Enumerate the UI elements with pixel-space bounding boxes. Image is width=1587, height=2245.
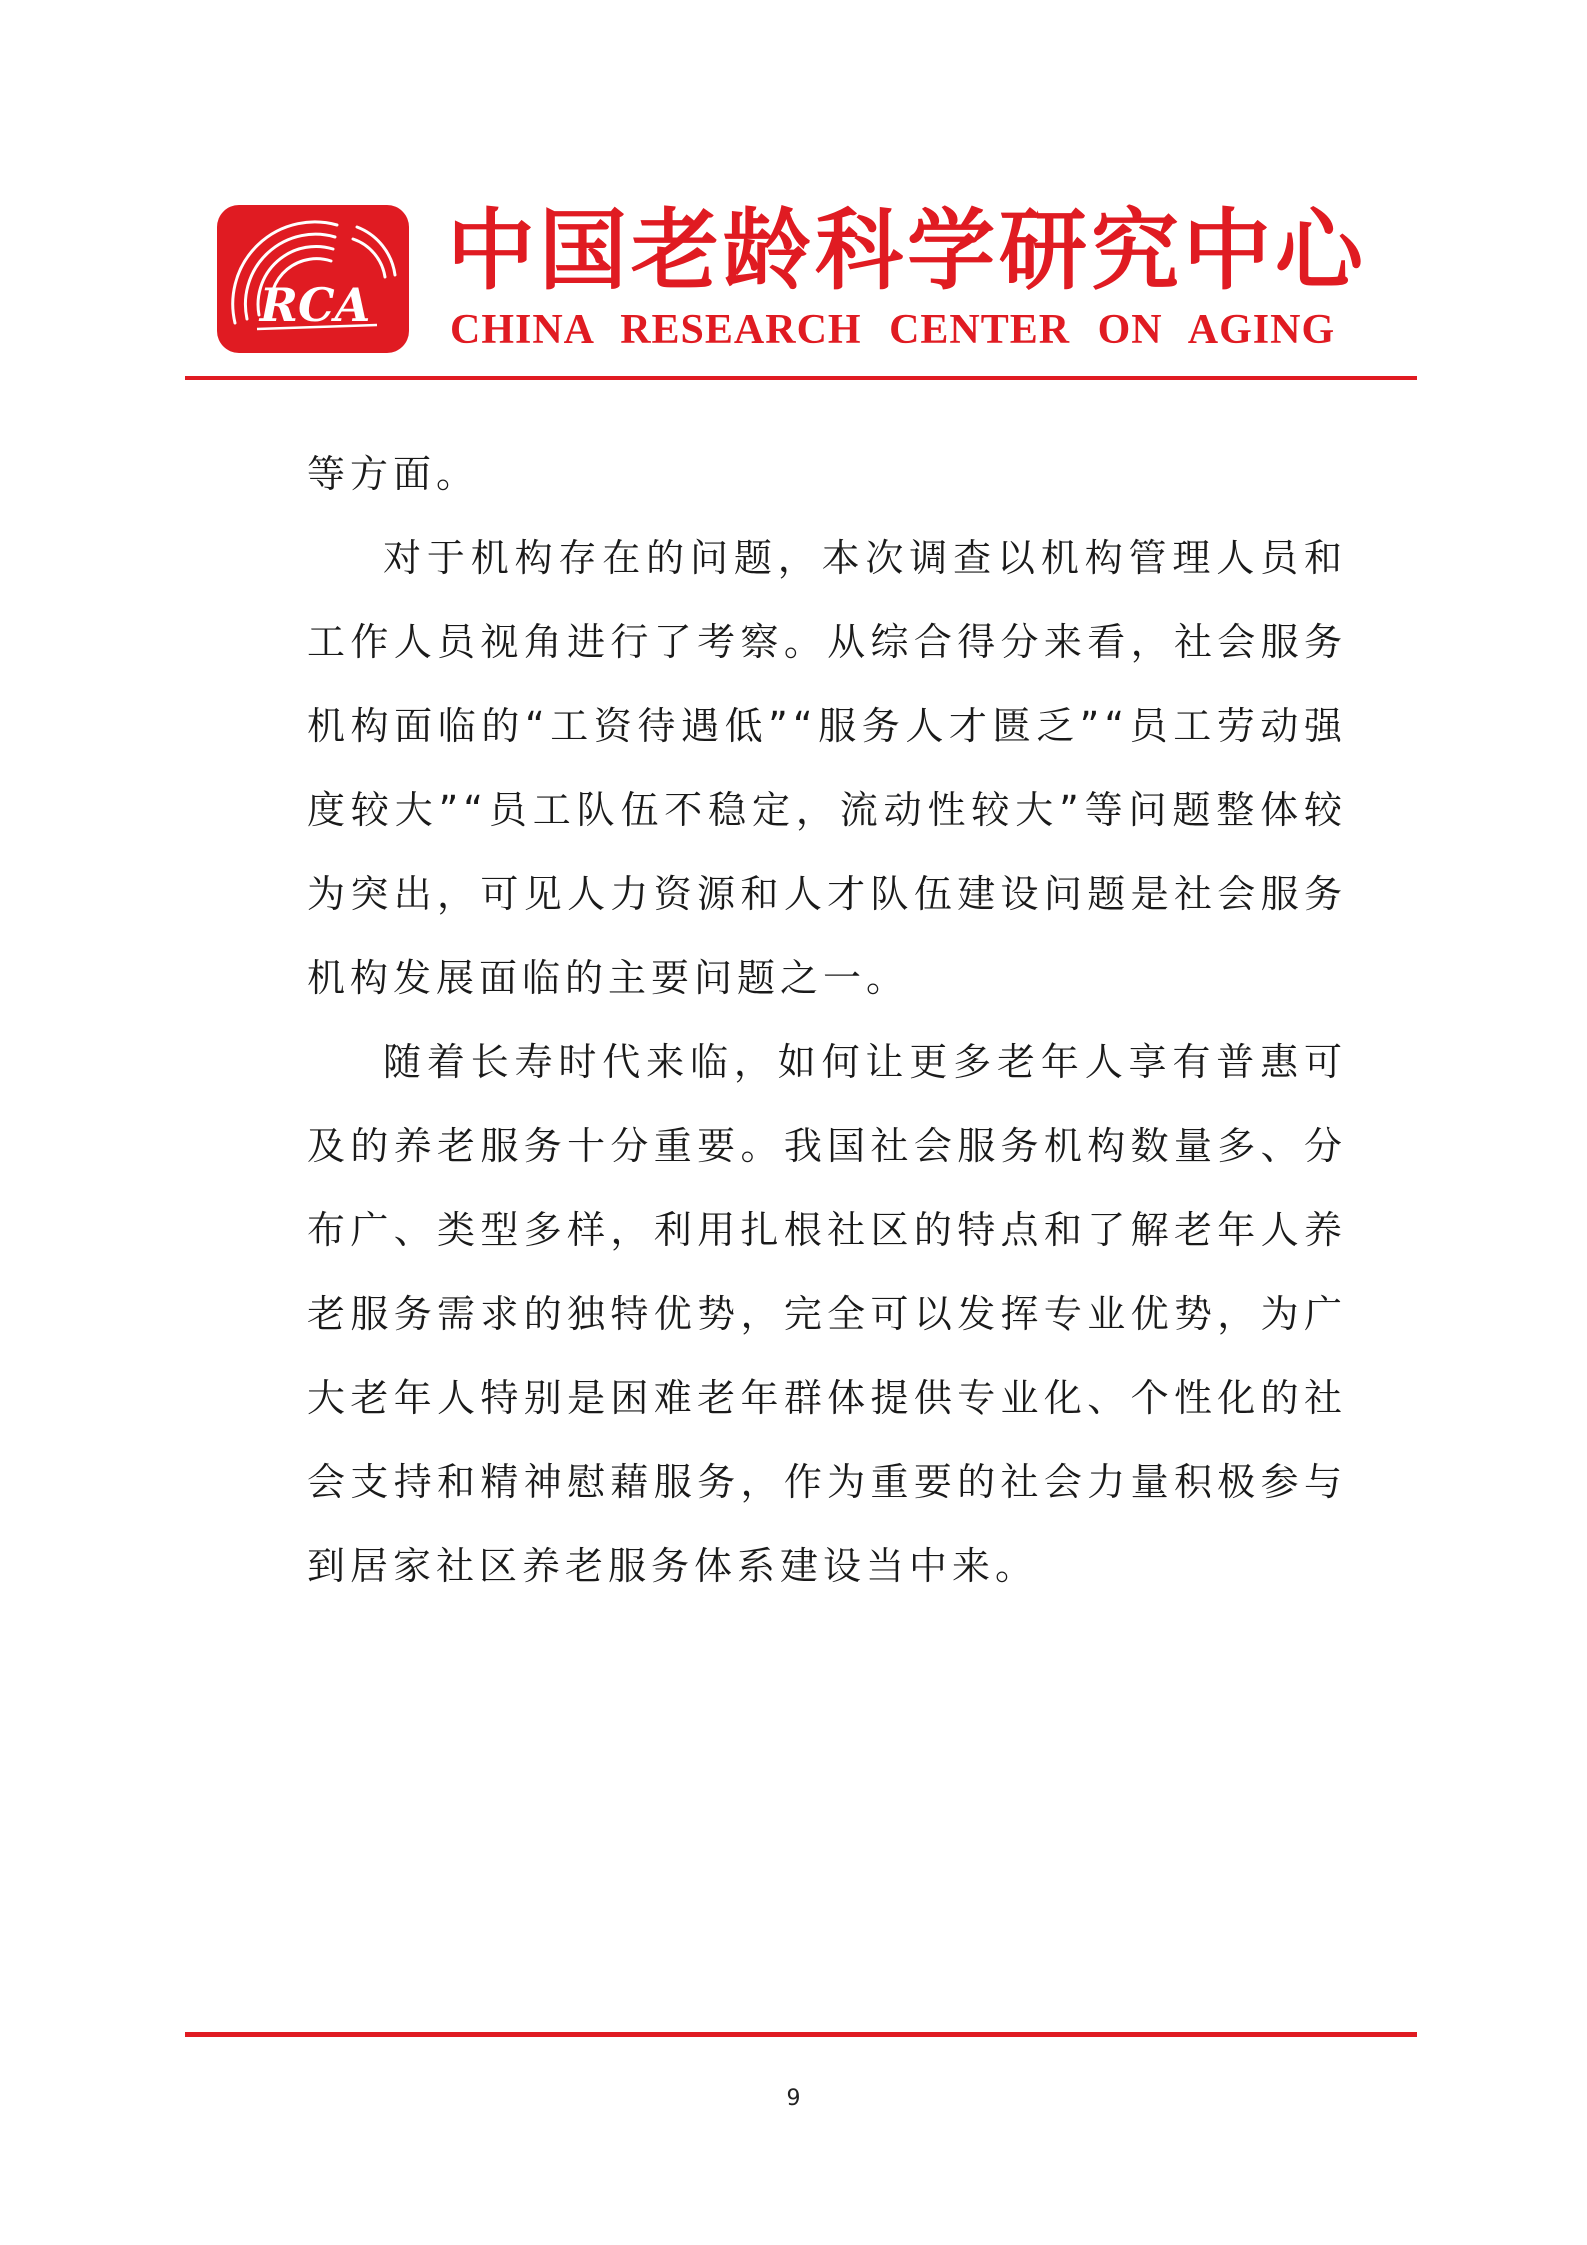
paragraph: 等方面。: [307, 452, 480, 496]
page-number: 9: [786, 2086, 801, 2111]
organization-name-chinese: 中国老龄科学研究中心: [447, 198, 1368, 302]
footer-divider: [185, 2032, 1417, 2037]
rca-logo: [217, 205, 409, 353]
paragraph: 随着长寿时代来临，如何让更多老年人享有普惠可及的养老服务十分重要。我国社会服务机构数量多、分布广、类型多样，利用扎根社区的特点和了解老年人养老服务需求的独特优势，完全可以发挥专业优势，为广大老年人特别是困难老年群体提供专业化、个性化的社会支持和精神慰藉服务，作为重要的社会力量积极参与到居家社区养老服务体系建设当中来。: [307, 1040, 1347, 1588]
header-divider: [185, 376, 1417, 380]
organization-name-english: CHINA RESEARCH CENTER ON AGING: [450, 307, 1336, 353]
page-header: [0, 0, 1587, 390]
rca-logo-icon: [217, 205, 409, 353]
svg-text:RCA: RCA: [259, 278, 371, 332]
document-body: [307, 432, 1347, 1608]
paragraph: 对于机构存在的问题，本次调查以机构管理人员和工作人员视角进行了考察。从综合得分来看，社会服务机构面临的“工资待遇低”“服务人才匮乏”“员工劳动强度较大”“员工队伍不稳定，流动性较大”等问题整体较为突出，可见人力资源和人才队伍建设问题是社会服务机构发展面临的主要问题之一。: [307, 536, 1347, 1000]
